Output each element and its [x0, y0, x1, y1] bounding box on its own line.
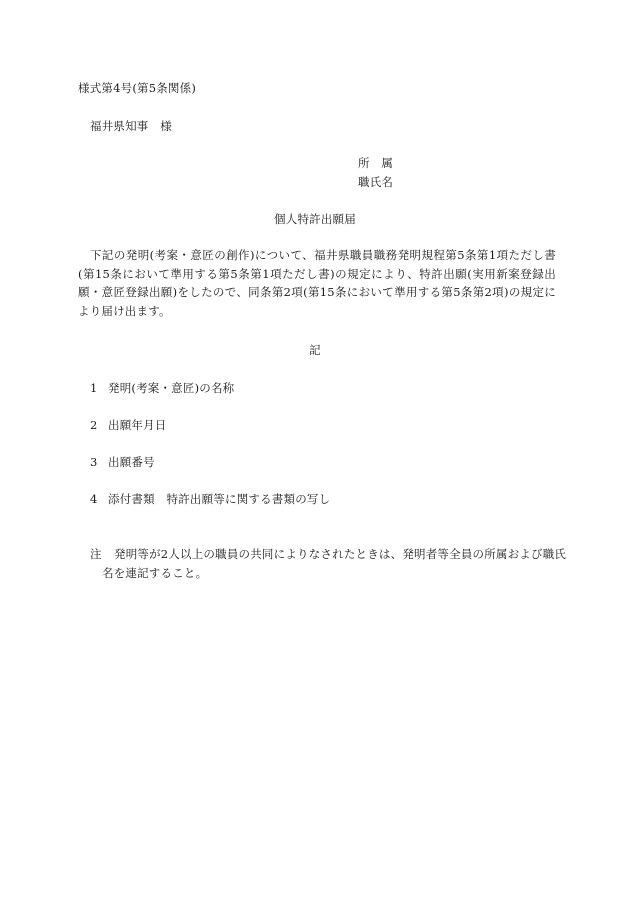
- body-paragraph: 下記の発明(考案・意匠の創作)について、福井県職員職務発明規程第5条第1項ただし書(第15条において準用する第5条第1項ただし書)の規定により、特許出願(実用新案登録出願・意匠登録出願)をしたので、同条第2項(第15条において準用する第5条第2項)の規定により届け出ます。: [78, 248, 556, 318]
- addressee: 福井県知事 様: [90, 119, 172, 133]
- affiliation-label: 所 属: [358, 156, 394, 170]
- document-title: 個人特許出願届: [274, 212, 356, 226]
- item-number: 1: [90, 381, 98, 395]
- list-item-attachments: [90, 491, 330, 507]
- note-mark: 注: [90, 547, 102, 561]
- name-label: 職氏名: [358, 175, 394, 189]
- item-text: 発明(考案・意匠)の名称: [108, 381, 235, 395]
- list-item-application-number: [90, 454, 155, 470]
- item-text: 添付書類 特許出願等に関する書類の写し: [108, 492, 331, 506]
- item-text: 出願年月日: [108, 418, 167, 432]
- ki-heading: 記: [309, 343, 321, 357]
- item-text: 出願番号: [108, 455, 155, 469]
- item-number: 4: [90, 492, 98, 506]
- list-item-filing-date: [90, 417, 167, 433]
- note-text: 発明等が2人以上の職員の共同によりなされたときは、発明者等全員の所属および職氏名を連記すること。: [102, 547, 567, 580]
- form-number: 様式第4号(第5条関係): [78, 81, 197, 95]
- list-item-name: [90, 380, 234, 396]
- item-number: 2: [90, 418, 98, 432]
- note: [90, 545, 570, 583]
- item-number: 3: [90, 455, 98, 469]
